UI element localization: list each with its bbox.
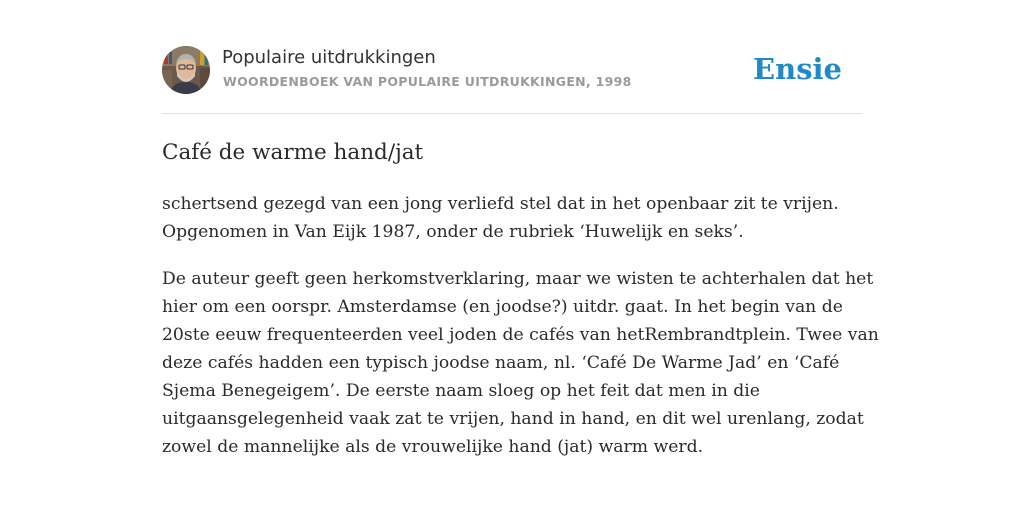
- paragraph-line: zowel de mannelijke als de vrouwelijke hand (jat) warm werd.: [162, 437, 704, 457]
- paragraph-line: hier om een oorspr. Amsterdamse (en joodse?) uitdr. gaat. In het begin van de: [162, 297, 843, 317]
- paragraph-line: De auteur geeft geen herkomstverklaring, maar we wisten te achterhalen dat het: [162, 269, 874, 289]
- paragraph-line: Opgenomen in Van Eijk 1987, onder de rubriek ‘Huwelijk en seks’.: [162, 222, 744, 242]
- paragraph-line: schertsend gezegd van een jong verliefd stel dat in het openbaar zit te vrijen.: [162, 194, 839, 214]
- author-portrait-icon[interactable]: [162, 46, 210, 94]
- source-subtitle: WOORDENBOEK VAN POPULAIRE UITDRUKKINGEN, 1998: [223, 74, 632, 89]
- header-divider: [162, 113, 862, 114]
- paragraph-line: uitgaansgelegenheid vaak zat te vrijen, hand in hand, en dit wel urenlang, zodat: [162, 409, 864, 429]
- paragraph-line: 20ste eeuw frequenteerden veel joden de cafés van hetRembrandtplein. Twee van: [162, 325, 879, 345]
- entry-paragraph-1: [162, 190, 870, 246]
- entry-title: Café de warme hand/jat: [162, 140, 424, 165]
- entry-paragraph-2: [162, 265, 879, 461]
- source-title[interactable]: Populaire uitdrukkingen: [222, 47, 436, 68]
- source-header: [162, 46, 862, 96]
- brand-logo[interactable]: Ensie: [753, 52, 842, 86]
- paragraph-line: deze cafés hadden een typisch joodse naam, nl. ‘Café De Warme Jad’ en ‘Café: [162, 353, 840, 373]
- paragraph-line: Sjema Benegeigem’. De eerste naam sloeg op het feit dat men in die: [162, 381, 760, 401]
